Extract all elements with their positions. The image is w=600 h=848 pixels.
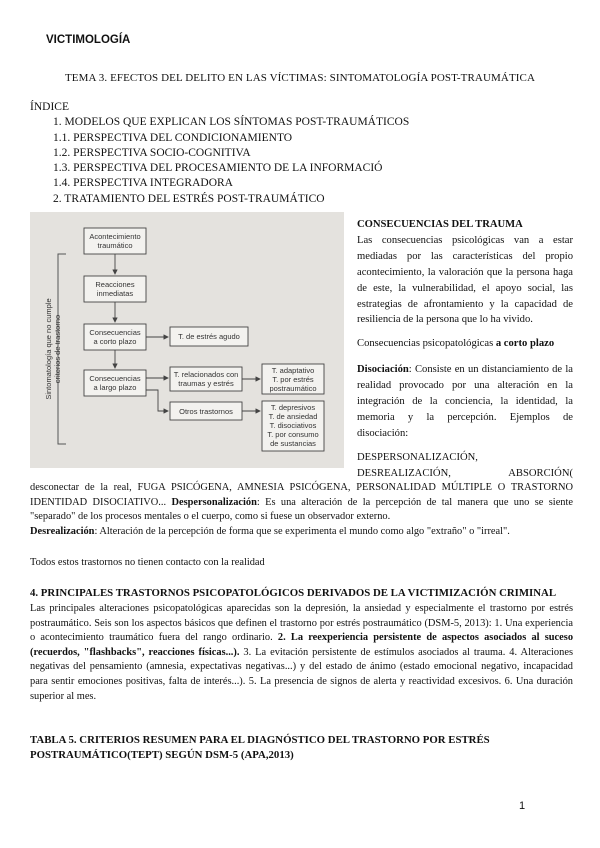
examples-line bbox=[357, 466, 573, 482]
derealization-text: : Alteración de la percepción de forma que se experimenta el mundo como algo "extraño" o "irreal". bbox=[94, 525, 510, 537]
event-label: Acontecimiento bbox=[89, 232, 141, 241]
table-5-title: TABLA 5. CRITERIOS RESUMEN PARA EL DIAGNÓSTICO DEL TRASTORNO POR ESTRÉS POSTRAUMÁTICO(TEPT) SEGÚN DSM-5 (APA,2013) bbox=[30, 734, 490, 761]
side-label-line: criterios de trastorno bbox=[53, 314, 62, 384]
index-item: 1.3. PERSPECTIVA DEL PROCESAMIENTO DE LA INFORMACIÓ bbox=[53, 162, 383, 175]
index-item: 1.1. PERSPECTIVA DEL CONDICIONAMIENTO bbox=[53, 131, 293, 144]
index bbox=[30, 100, 409, 207]
other-list-label: T. disociativos bbox=[269, 421, 317, 430]
immediate-label: inmediatas bbox=[96, 289, 134, 298]
other-list-label: T. depresivos bbox=[270, 403, 316, 412]
examples-item: DESREALIZACIÓN, bbox=[357, 467, 451, 479]
short-term-line bbox=[357, 336, 573, 352]
derealization-paragraph bbox=[30, 525, 573, 540]
page-number: 1 bbox=[519, 800, 526, 812]
dissociation-term: Disociación bbox=[357, 364, 409, 376]
trauma-related-label: traumas y estrés bbox=[178, 379, 234, 388]
section-4-paragraph bbox=[30, 602, 573, 704]
index-item: 1.2. PERSPECTIVA SOCIO-COGNITIVA bbox=[53, 146, 251, 159]
topic-title: TEMA 3. EFECTOS DEL DELITO EN LAS VÍCTIMAS: SINTOMATOLOGÍA POST-TRAUMÁTICA bbox=[64, 72, 536, 84]
depersonalization-text: : Es una alteración de la percepción de tal manera que uno se siente "separado" de los procesos mentales o el cuerpo, como si fuese un observador externo. bbox=[30, 496, 573, 523]
other-list-label: T. de ansiedad bbox=[268, 412, 318, 421]
reality-note: Todos estos trastornos no tienen contacto con la realidad bbox=[30, 557, 265, 568]
examples-item: ABSORCIÓN( bbox=[508, 467, 573, 479]
short-term-prefix: Consecuencias psicopatológicas bbox=[357, 338, 496, 350]
short-term-label: a corto plazo bbox=[93, 337, 137, 346]
side-label bbox=[44, 298, 62, 399]
derealization-term: Desrealización bbox=[30, 525, 95, 537]
trauma-related-label: T. relacionados con bbox=[173, 370, 239, 379]
adaptive-label: T. adaptativo bbox=[271, 366, 315, 375]
long-term-label: Consecuencias bbox=[89, 374, 141, 383]
index-item: 2. TRATAMIENTO DEL ESTRÉS POST-TRAUMÁTICO bbox=[53, 192, 325, 205]
other-disorders-label: Otros trastornos bbox=[179, 407, 233, 416]
section-4-bold: 2. La reexperiencia persistente de aspectos asociados al suceso (recuerdos, "flashbacks", reacciones físicas...). bbox=[30, 632, 574, 658]
consequences-paragraph: Las consecuencias psicológicas van a estar mediadas por las características del propio acontecimiento, la valoración que la persona haga de este, la vulnerabilidad, el apoyo social, las estrategias de afrontamiento y la capacidad de resiliencia de la persona que lo ha vivido. bbox=[357, 234, 573, 326]
section-4-body bbox=[30, 602, 573, 704]
examples-line: DESPERSONALIZACIÓN, bbox=[357, 451, 478, 463]
immediate-label: Reacciones bbox=[95, 280, 135, 289]
acute-stress-label: T. de estrés agudo bbox=[178, 332, 240, 341]
other-list-label: T. por consumo bbox=[267, 430, 319, 439]
side-label-line: Sintomatología que no cumple bbox=[44, 298, 53, 400]
course-header: VICTIMOLOGÍA bbox=[46, 34, 131, 46]
section-4-text: Las principales alteraciones psicopatológicas aparecidas son la depresión, la ansiedad y especialmente el trastorno por estrés postraumático. Seis son los aspectos básicos que definen el trastorno por estrés postraumático (DSM-5, 2013): 1. Una experiencia o acontecimiento traumático fuera del rango ordinario. bbox=[30, 603, 573, 644]
short-term-label: Consecuencias bbox=[89, 328, 141, 337]
dissociation-continuation bbox=[30, 481, 573, 539]
dissociation-text: : Consiste en un distanciamiento de la realidad provocado por una alteración en la integración de la conciencia, la identidad, la memoria y la percepción. Ejemplos de disociación: bbox=[357, 364, 573, 439]
adaptive-label: postraumático bbox=[269, 384, 317, 393]
consequences-column bbox=[357, 217, 573, 482]
continuation-text: desconectar de la real, FUGA PSICÓGENA, AMNESIA PSICÓGENA, PERSONALIDAD MÚLTIPLE O TRASTORNO IDENTIDAD DISOCIATIVO... bbox=[30, 482, 573, 508]
other-list-label: de sustancias bbox=[270, 439, 316, 448]
trauma-consequences-diagram bbox=[30, 212, 344, 468]
section-4-heading: 4. PRINCIPALES TRASTORNOS PSICOPATOLÓGICOS DERIVADOS DE LA VICTIMIZACIÓN CRIMINAL bbox=[30, 587, 557, 599]
event-label: traumático bbox=[97, 241, 133, 250]
section-4-text: 3. La evitación persistente de estímulos asociados al trauma. 4. Alteraciones negativas del pensamiento (amnesia, expectativas negativas...) y del estado de ánimo (estado emocional negativo, incapacidad para sentir emociones positivas, falta de interés...). 5. La presencia de signos de alerta y reactividad excesivos. 6. Una duración superior al mes. bbox=[30, 646, 573, 702]
short-term-bold: a corto plazo bbox=[495, 338, 555, 350]
consequences-heading: CONSECUENCIAS DEL TRAUMA bbox=[357, 219, 523, 230]
long-term-label: a largo plazo bbox=[93, 383, 137, 392]
index-item: 1. MODELOS QUE EXPLICAN LOS SÍNTOMAS POST-TRAUMÁTICOS bbox=[53, 116, 410, 129]
depersonalization-term: Despersonalización bbox=[171, 496, 257, 508]
index-title: ÍNDICE bbox=[30, 101, 69, 113]
adaptive-label: T. por estrés bbox=[272, 375, 314, 384]
continuation-paragraph bbox=[30, 481, 573, 525]
dissociation-paragraph bbox=[357, 362, 573, 442]
index-item: 1.4. PERSPECTIVA INTEGRADORA bbox=[53, 177, 233, 190]
